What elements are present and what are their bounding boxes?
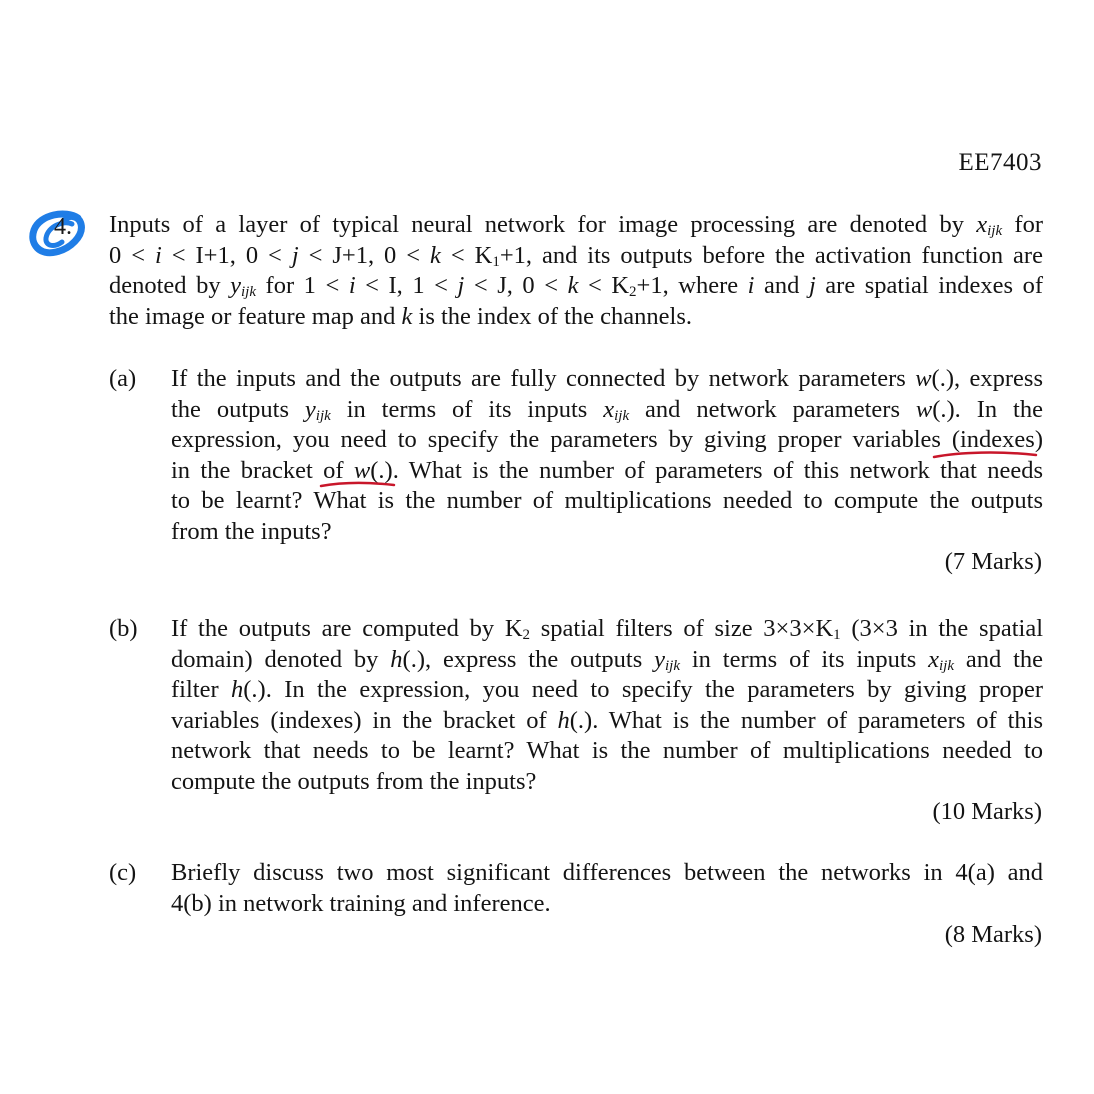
part-a-line-4: in the bracket of w(.). What is the number of parameters of this network that needs [171, 456, 1043, 484]
part-a-text [171, 364, 1043, 547]
part-c-line-1: Briefly discuss two most significant differences between the networks in 4(a) and [171, 859, 1043, 886]
part-b [109, 614, 1043, 804]
part-a-line-2: the outputs $y_{ijk}$ in terms of its inputs $x_{ijk}$ and network parameters w(.). In the [171, 395, 1043, 424]
part-a-line-6: from the inputs? [171, 517, 332, 545]
part-b-text [171, 614, 1043, 797]
part-b-line-1: If the outputs are computed by K2 spatial filters of size 3×3×K1 (3×3 in the spatial [171, 615, 1043, 643]
intro-line-1: Inputs of a layer of typical neural network for image processing are denoted by $x_{ijk}$ for [109, 211, 1043, 239]
part-c-label: (c) [109, 859, 137, 886]
part-b-line-3: filter h(.). In the expression, you need to specify the parameters by giving proper [171, 676, 1043, 703]
part-b-line-2: domain) denoted by h(.), express the outputs $y_{ijk}$ in terms of its inputs $x_{ijk}$ and the [171, 645, 1044, 674]
part-c-marks: (8 Marks) [944, 921, 1042, 948]
question-number: 4. [54, 214, 72, 240]
part-b-line-5: network that needs to be learnt? What is the number of multiplications needed to [171, 737, 1043, 764]
red-underline-w-icon [318, 478, 398, 492]
part-a [109, 364, 1043, 554]
part-a-line-3: expression, you need to specify the parameters by giving proper variables (indexes) [171, 426, 1043, 453]
course-code: EE7403 [958, 149, 1042, 176]
part-b-line-4: variables (indexes) in the bracket of h(.). What is the number of parameters of this [171, 706, 1043, 734]
intro-line-2: 0 < i < I+1, 0 < j < J+1, 0 < k < K1+1, and its outputs before the activation function are [109, 241, 1043, 270]
part-c [109, 858, 1043, 922]
part-a-label: (a) [109, 365, 137, 392]
intro-line-3: denoted by $y_{ijk}$ for 1 < i < I, 1 < j < J, 0 < k < K2+1, where i and j are spatial indexes of [109, 272, 1044, 300]
question-intro [109, 210, 1043, 332]
part-b-marks: (10 Marks) [932, 798, 1042, 825]
part-b-label: (b) [109, 615, 138, 642]
intro-line-4: the image or feature map and k is the index of the channels. [109, 302, 693, 330]
part-c-text [171, 858, 1043, 919]
part-c-line-2: 4(b) in network training and inference. [171, 889, 551, 917]
question-number-marker [26, 206, 102, 262]
part-b-line-6: compute the outputs from the inputs? [171, 767, 537, 795]
part-a-line-1: If the inputs and the outputs are fully connected by network parameters w(.), express [171, 365, 1043, 392]
part-a-line-5: to be learnt? What is the number of multiplications needed to compute the outputs [171, 487, 1043, 514]
part-a-marks: (7 Marks) [944, 548, 1042, 575]
red-underline-indexes-icon [930, 448, 1040, 462]
